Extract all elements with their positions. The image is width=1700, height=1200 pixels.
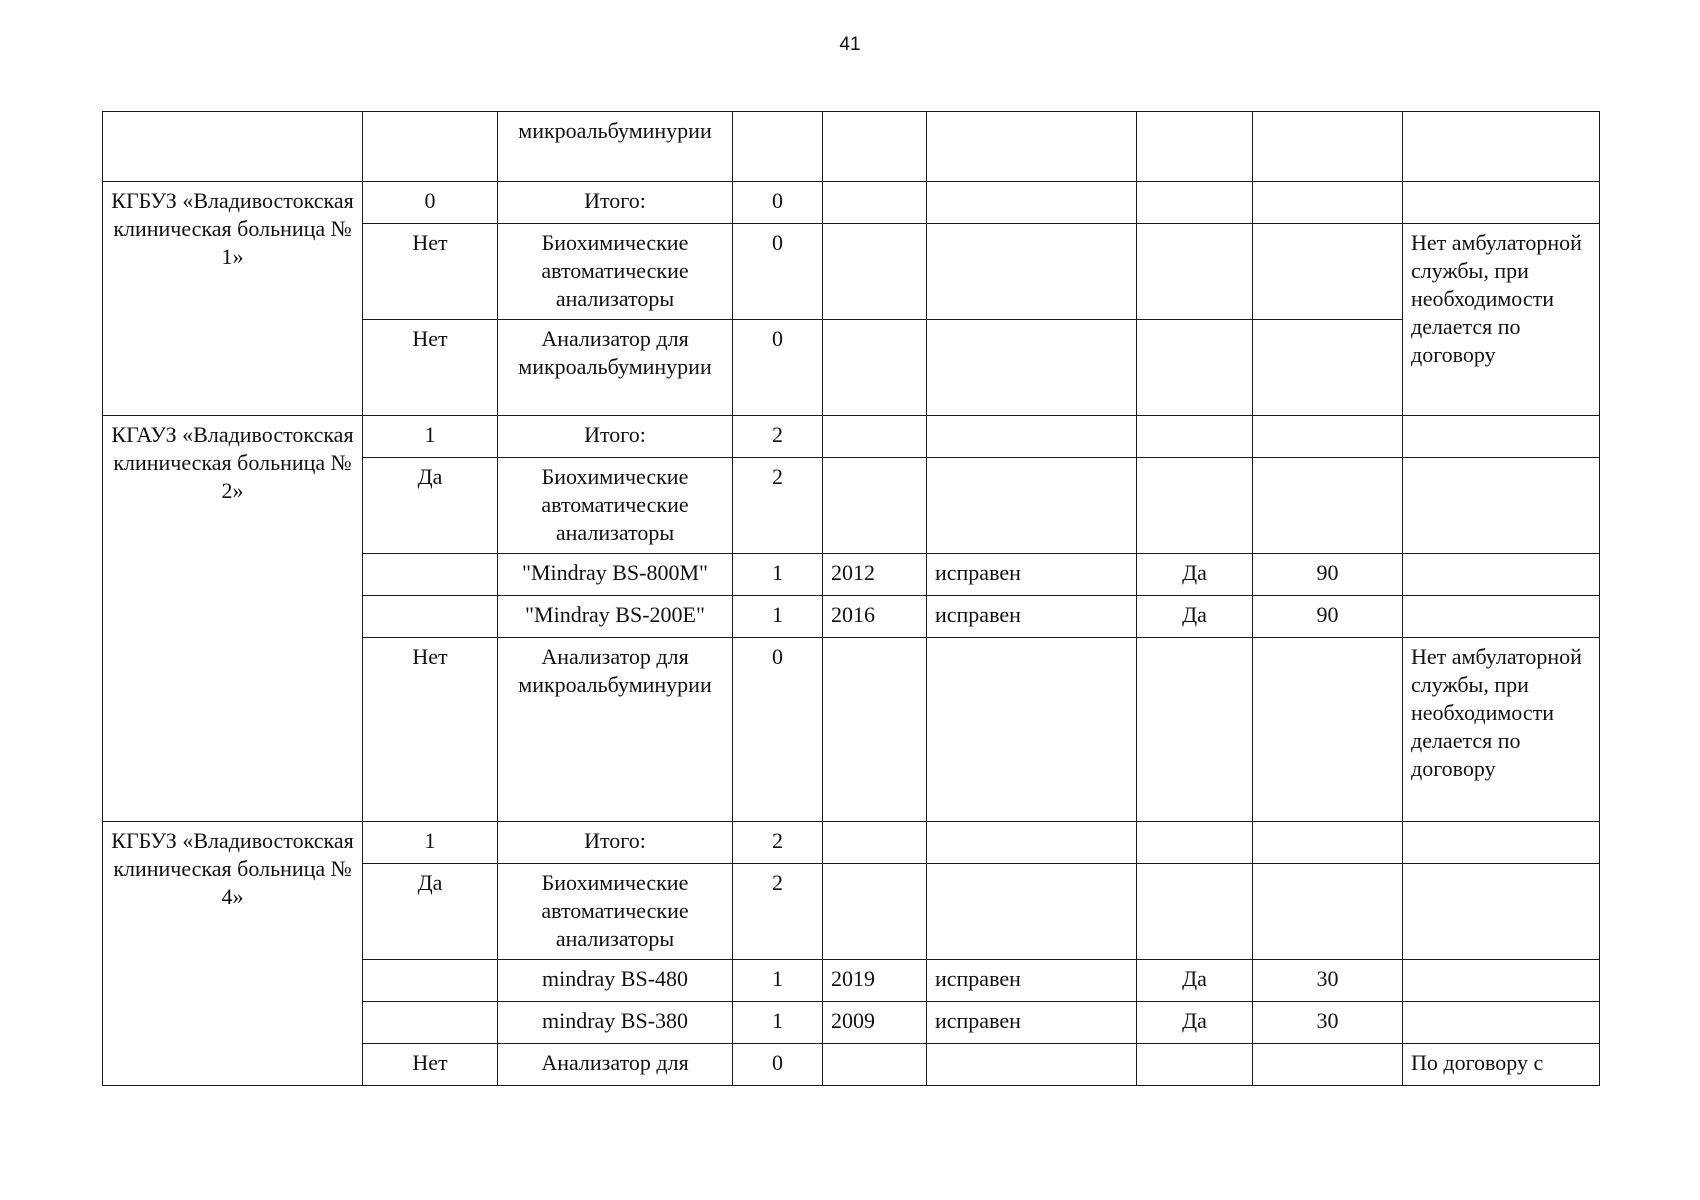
qty-cell: 0 (733, 182, 823, 224)
year-cell: 2012 (823, 554, 927, 596)
num-cell (1253, 416, 1403, 458)
num-cell (1253, 458, 1403, 554)
yes-cell: Да (1137, 1002, 1253, 1044)
qty-cell: 1 (733, 554, 823, 596)
flag-cell (363, 960, 498, 1002)
yes-cell (1137, 822, 1253, 864)
name-cell: Биохимические автоматические анализаторы (498, 864, 733, 960)
qty-cell: 2 (733, 822, 823, 864)
name-cell: микроальбуминурии (498, 112, 733, 182)
year-cell (823, 1044, 927, 1086)
state-cell (927, 864, 1137, 960)
table-row (103, 112, 1600, 182)
yes-cell (1137, 182, 1253, 224)
yes-cell (1137, 320, 1253, 416)
name-cell: Биохимические автоматические анализаторы (498, 458, 733, 554)
flag-cell (363, 554, 498, 596)
name-cell: Итого: (498, 182, 733, 224)
org-cell: КГБУЗ «Владивостокская клиническая больница № 1» (103, 182, 363, 416)
page-number: 41 (839, 34, 861, 55)
num-cell (1253, 112, 1403, 182)
note-cell (1403, 1002, 1600, 1044)
org-cell: КГАУЗ «Владивостокская клиническая больница № 2» (103, 416, 363, 822)
yes-cell (1137, 458, 1253, 554)
qty-cell: 1 (733, 1002, 823, 1044)
num-cell (1253, 182, 1403, 224)
org-cell (103, 112, 363, 182)
num-cell (1253, 822, 1403, 864)
num-cell (1253, 638, 1403, 822)
state-cell (927, 1044, 1137, 1086)
year-cell (823, 224, 927, 320)
table-row-total (103, 416, 1600, 458)
yes-cell: Да (1137, 554, 1253, 596)
note-cell (1403, 554, 1600, 596)
year-cell (823, 822, 927, 864)
org-cell: КГБУЗ «Владивостокская клиническая больница № 4» (103, 822, 363, 1086)
name-cell: Анализатор для микроальбуминурии (498, 320, 733, 416)
num-cell: 90 (1253, 554, 1403, 596)
note-cell (1403, 864, 1600, 960)
state-cell (927, 458, 1137, 554)
state-cell: исправен (927, 596, 1137, 638)
year-cell: 2019 (823, 960, 927, 1002)
note-cell (1403, 822, 1600, 864)
yes-cell (1137, 416, 1253, 458)
year-cell (823, 182, 927, 224)
name-cell: Биохимические автоматические анализаторы (498, 224, 733, 320)
num-cell (1253, 1044, 1403, 1086)
year-cell (823, 638, 927, 822)
qty-cell: 1 (733, 960, 823, 1002)
yes-cell (1137, 864, 1253, 960)
flag-cell (363, 596, 498, 638)
year-cell (823, 864, 927, 960)
state-cell (927, 112, 1137, 182)
device-name-cell: mindray BS-480 (498, 960, 733, 1002)
table-row-total (103, 822, 1600, 864)
num-cell: 30 (1253, 1002, 1403, 1044)
flag-cell: 1 (363, 822, 498, 864)
state-cell (927, 638, 1137, 822)
qty-cell: 1 (733, 596, 823, 638)
note-cell (1403, 596, 1600, 638)
flag-cell: Нет (363, 224, 498, 320)
qty-cell: 2 (733, 416, 823, 458)
year-cell (823, 458, 927, 554)
flag-cell: Да (363, 458, 498, 554)
state-cell (927, 416, 1137, 458)
state-cell: исправен (927, 554, 1137, 596)
flag-cell: 1 (363, 416, 498, 458)
state-cell (927, 320, 1137, 416)
yes-cell: Да (1137, 596, 1253, 638)
device-name-cell: mindray BS-380 (498, 1002, 733, 1044)
flag-cell: Нет (363, 320, 498, 416)
qty-cell: 2 (733, 458, 823, 554)
flag-cell: Нет (363, 638, 498, 822)
equipment-table (102, 111, 1600, 1086)
flag-cell (363, 1002, 498, 1044)
qty-cell: 0 (733, 320, 823, 416)
yes-cell (1137, 112, 1253, 182)
yes-cell (1137, 1044, 1253, 1086)
num-cell (1253, 224, 1403, 320)
num-cell (1253, 864, 1403, 960)
state-cell (927, 224, 1137, 320)
state-cell (927, 822, 1137, 864)
yes-cell (1137, 638, 1253, 822)
num-cell (1253, 320, 1403, 416)
note-cell: Нет амбулаторной службы, при необходимости делается по договору (1403, 638, 1600, 822)
flag-cell (363, 112, 498, 182)
note-cell (1403, 182, 1600, 224)
flag-cell: Нет (363, 1044, 498, 1086)
state-cell (927, 182, 1137, 224)
note-cell: Нет амбулаторной службы, при необходимости делается по договору (1403, 224, 1600, 416)
note-cell (1403, 416, 1600, 458)
qty-cell (733, 112, 823, 182)
note-cell (1403, 112, 1600, 182)
state-cell: исправен (927, 960, 1137, 1002)
qty-cell: 0 (733, 638, 823, 822)
qty-cell: 2 (733, 864, 823, 960)
year-cell (823, 416, 927, 458)
year-cell: 2009 (823, 1002, 927, 1044)
note-cell (1403, 960, 1600, 1002)
name-cell: Итого: (498, 822, 733, 864)
flag-cell: 0 (363, 182, 498, 224)
qty-cell: 0 (733, 224, 823, 320)
year-cell (823, 112, 927, 182)
table-row-total (103, 182, 1600, 224)
device-name-cell: "Mindray BS-200E" (498, 596, 733, 638)
qty-cell: 0 (733, 1044, 823, 1086)
num-cell: 90 (1253, 596, 1403, 638)
year-cell: 2016 (823, 596, 927, 638)
year-cell (823, 320, 927, 416)
name-cell: Итого: (498, 416, 733, 458)
yes-cell (1137, 224, 1253, 320)
name-cell: Анализатор для (498, 1044, 733, 1086)
device-name-cell: "Mindray BS-800M" (498, 554, 733, 596)
yes-cell: Да (1137, 960, 1253, 1002)
state-cell: исправен (927, 1002, 1137, 1044)
note-cell: По договору с (1403, 1044, 1600, 1086)
note-cell (1403, 458, 1600, 554)
flag-cell: Да (363, 864, 498, 960)
name-cell: Анализатор для микроальбуминурии (498, 638, 733, 822)
num-cell: 30 (1253, 960, 1403, 1002)
